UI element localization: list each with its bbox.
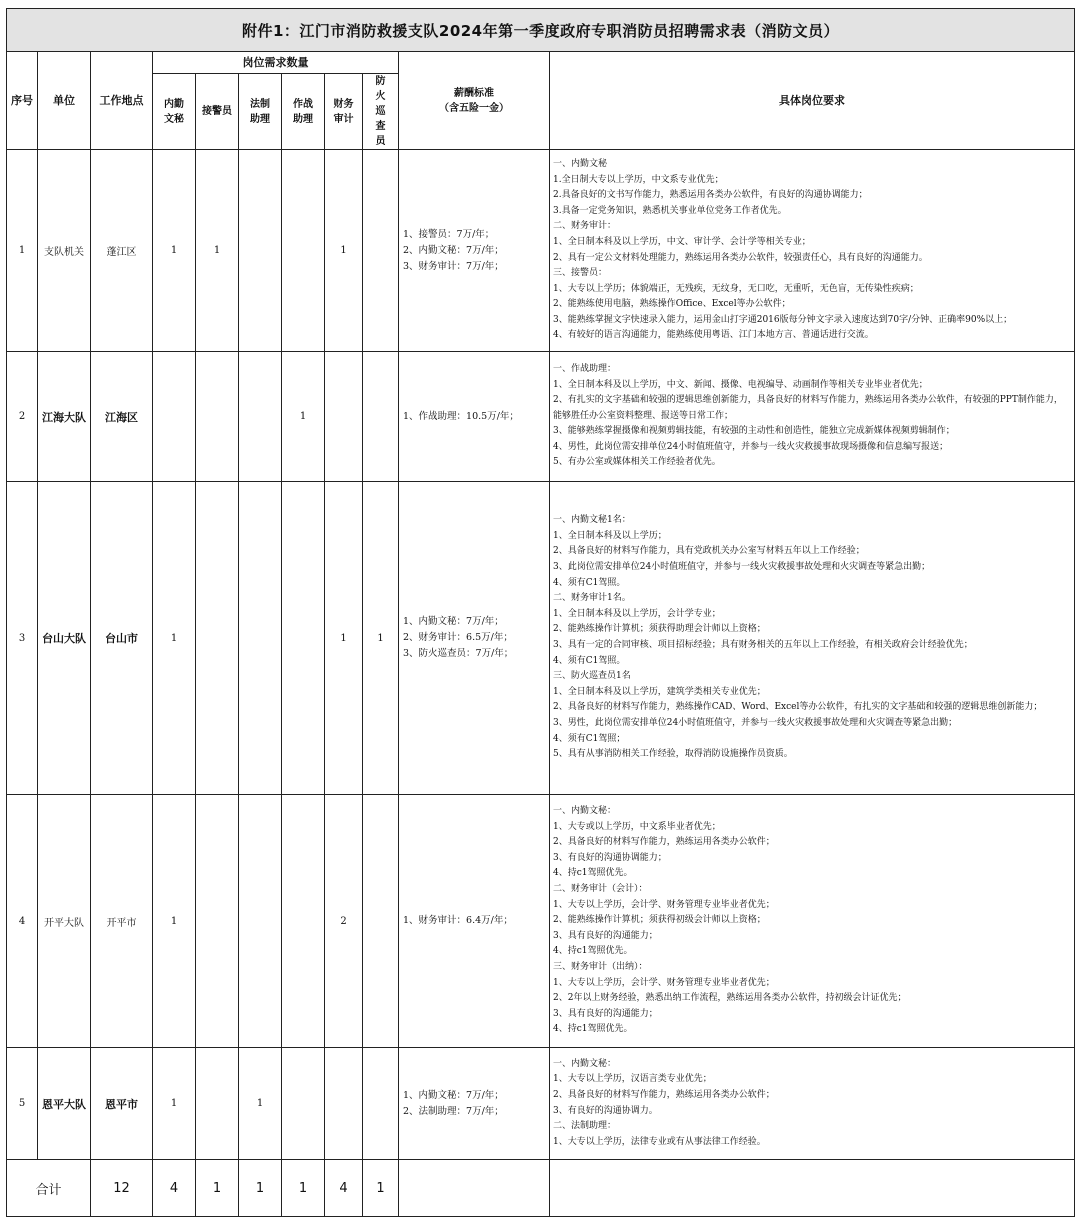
row-requirements: [550, 482, 1075, 795]
text-line: 3、防火巡查员：7万/年；: [403, 648, 514, 659]
row-fazhi: [239, 150, 282, 352]
text-line: 二、财务审计1名。: [553, 593, 631, 604]
header-pos-jiejing: 接警员: [196, 74, 239, 150]
text-line: 2、具备良好的材料写作能力，熟练运用各类办公软件；: [553, 1089, 775, 1100]
row-neiqin: 1: [153, 150, 196, 352]
row-neiqin: [153, 352, 196, 482]
row-seq: 3: [7, 482, 38, 795]
text-line: 3、男性，此岗位需安排单位24小时值班值守，并参与一线火灾救援事故处理和火灾调查等紧急出勤；: [553, 717, 958, 728]
row-jiejing: [196, 352, 239, 482]
row-seq: 2: [7, 352, 38, 482]
row-seq: 4: [7, 795, 38, 1048]
text-line: 3、财务审计：7万/年；: [403, 260, 504, 272]
text-line: 2、能熟练使用电脑，熟练操作Office、Excel等办公软件；: [553, 299, 791, 310]
text-line: 3、具有良好的沟通能力；: [553, 1008, 658, 1019]
header-salary-line2: （含五险一金）: [439, 102, 509, 114]
header-salary: [399, 52, 550, 150]
total-count: 12: [91, 1160, 153, 1217]
text-line: 1、全日制本科及以上学历，中文、新闻、摄像、电视编导、动画制作等相关专业毕业者优先；: [553, 379, 928, 390]
table-row: [7, 352, 1075, 482]
row-neiqin: 1: [153, 1048, 196, 1160]
text-line: 2、2年以上财务经验，熟悉出纳工作流程，熟练运用各类办公软件，持初级会计证优先；: [553, 993, 907, 1004]
text-line: 三、接警员：: [553, 268, 608, 279]
header-location: 工作地点: [91, 52, 153, 150]
row-jiejing: 1: [196, 150, 239, 352]
row-fazhi: [239, 482, 282, 795]
row-salary: [399, 1048, 550, 1160]
total-zuozhan: 1: [282, 1160, 325, 1217]
header-demand-group: 岗位需求数量: [153, 52, 399, 74]
text-line: 一、内勤文秘：: [553, 806, 617, 817]
table-row: [7, 150, 1075, 352]
text-line: 一、内勤文秘：: [553, 1058, 617, 1069]
text-line: 1、内勤文秘：7万/年；: [403, 1089, 504, 1101]
row-fanghuo: [363, 352, 399, 482]
row-unit: 江海大队: [38, 352, 91, 482]
recruitment-table: [6, 8, 1075, 1217]
text-line: 3、能熟练掌握文字快速录入能力，运用金山打字通2016版每分钟文字录入速度达到70字/分钟、正确率90%以上；: [553, 314, 1013, 325]
text-line: 1.全日制大专以上学历，中文系专业优先；: [553, 174, 724, 185]
text-line: 4、持c1驾照优先。: [553, 946, 633, 957]
row-location: 台山市: [91, 482, 153, 795]
row-requirements: [550, 352, 1075, 482]
row-unit: 开平大队: [38, 795, 91, 1048]
row-salary: [399, 795, 550, 1048]
row-caiwu: 1: [325, 482, 363, 795]
total-fazhi: 1: [239, 1160, 282, 1217]
row-zuozhan: [282, 482, 325, 795]
text-line: 二、法制助理：: [553, 1121, 617, 1132]
row-fanghuo: [363, 795, 399, 1048]
header-pos-zuozhan: 作战助理: [282, 74, 325, 150]
row-unit: 台山大队: [38, 482, 91, 795]
text-line: 1、大专以上学历，会计学、财务管理专业毕业者优先；: [553, 899, 775, 910]
row-unit: 恩平大队: [38, 1048, 91, 1160]
row-salary: [399, 482, 550, 795]
row-neiqin: 1: [153, 795, 196, 1048]
table-row: [7, 482, 1075, 795]
text-line: 5、具有从事消防相关工作经验，取得消防设施操作员资质。: [553, 749, 793, 760]
text-line: 4、持c1驾照优先。: [553, 868, 633, 879]
text-line: 5、有办公室或媒体相关工作经验者优先。: [553, 457, 721, 468]
text-line: 1、全日制本科及以上学历，会计学专业；: [553, 608, 721, 619]
text-line: 1、作战助理：10.5万/年；: [403, 410, 519, 422]
text-line: 三、防火巡查员1名: [553, 671, 631, 682]
text-line: 2、内勤文秘：7万/年；: [403, 244, 504, 256]
text-line: 2、能熟练操作计算机；须获得初级会计师以上资格；: [553, 915, 766, 926]
row-zuozhan: [282, 150, 325, 352]
row-fanghuo: [363, 1048, 399, 1160]
total-jiejing: 1: [196, 1160, 239, 1217]
text-line: 3、具有良好的沟通能力；: [553, 930, 658, 941]
total-salary-empty: [399, 1160, 550, 1217]
text-line: 2、具备良好的材料写作能力，熟练操作CAD、Word、Excel等办公软件，有扎实的文字基础和较强的逻辑思维创新能力；: [553, 702, 1043, 713]
total-requirements-empty: [550, 1160, 1075, 1217]
row-fazhi: [239, 795, 282, 1048]
total-label: 合计: [7, 1160, 91, 1217]
text-line: 1、全日制本科及以上学历；: [553, 530, 667, 541]
text-line: 3.具备一定党务知识，熟悉机关事业单位党务工作者优先。: [553, 205, 787, 216]
text-line: 1、财务审计：6.4万/年；: [403, 915, 513, 926]
row-jiejing: [196, 795, 239, 1048]
row-fanghuo: [363, 150, 399, 352]
text-line: 1、接警员：7万/年；: [403, 228, 495, 240]
header-pos-caiwu: 财务审计: [325, 74, 363, 150]
row-zuozhan: 1: [282, 352, 325, 482]
header-salary-line1: 薪酬标准: [454, 87, 494, 99]
row-neiqin: 1: [153, 482, 196, 795]
text-line: 1、大专以上学历，法律专业或有从事法律工作经验。: [553, 1136, 766, 1147]
text-line: 2、法制助理：7万/年；: [403, 1105, 504, 1117]
text-line: 一、内勤文秘1名：: [553, 515, 631, 526]
row-fazhi: 1: [239, 1048, 282, 1160]
text-line: 4、持c1驾照优先。: [553, 1024, 633, 1035]
row-zuozhan: [282, 795, 325, 1048]
row-seq: 5: [7, 1048, 38, 1160]
text-line: 2、财务审计：6.5万/年；: [403, 632, 513, 643]
total-neiqin: 4: [153, 1160, 196, 1217]
header-requirements: 具体岗位要求: [550, 52, 1075, 150]
text-line: 2、有扎实的文字基础和较强的逻辑思维创新能力，具备良好的材料写作能力，熟练运用各类办公软件，有较强的PPT制作能力，能够胜任办公室资料整理、报送等日常工作；: [553, 395, 1063, 421]
text-line: 2、具有一定公文材料处理能力，熟练运用各类办公软件，较强责任心，具有良好的沟通能力。: [553, 252, 928, 263]
text-line: 1、大专以上学历；体貌端正，无残疾，无纹身，无口吃，无重听，无色盲，无传染性疾病；: [553, 283, 919, 294]
row-zuozhan: [282, 1048, 325, 1160]
text-line: 二、财务审计（会计）：: [553, 884, 648, 895]
text-line: 2、具备良好的材料写作能力，熟练运用各类办公软件；: [553, 837, 775, 848]
row-location: 蓬江区: [91, 150, 153, 352]
row-fazhi: [239, 352, 282, 482]
text-line: 3、能够熟练掌握摄像和视频剪辑技能，有较强的主动性和创造性，能独立完成新媒体视频剪辑制作；: [553, 426, 955, 437]
total-row: [7, 1160, 1075, 1217]
row-jiejing: [196, 482, 239, 795]
header-pos-fanghuo: 防火巡查员: [363, 74, 399, 150]
table-title: 附件1：江门市消防救援支队2024年第一季度政府专职消防员招聘需求表（消防文员）: [7, 9, 1075, 52]
text-line: 4、男性，此岗位需安排单位24小时值班值守，并参与一线火灾救援事故现场摄像和信息编写报送；: [553, 441, 949, 452]
text-line: 一、内勤文秘: [553, 158, 608, 169]
header-seq: 序号: [7, 52, 38, 150]
text-line: 1、全日制本科及以上学历，建筑学类相关专业优先；: [553, 686, 766, 697]
row-caiwu: [325, 1048, 363, 1160]
row-location: 开平市: [91, 795, 153, 1048]
text-line: 1、大专或以上学历，中文系毕业者优先；: [553, 821, 721, 832]
row-requirements: [550, 795, 1075, 1048]
text-line: 4、须有C1驾照。: [553, 577, 626, 588]
row-caiwu: 2: [325, 795, 363, 1048]
row-unit: 支队机关: [38, 150, 91, 352]
row-jiejing: [196, 1048, 239, 1160]
text-line: 一、作战助理：: [553, 363, 617, 374]
row-caiwu: 1: [325, 150, 363, 352]
text-line: 2、具备良好的材料写作能力，具有党政机关办公室写材料五年以上工作经验；: [553, 546, 865, 557]
text-line: 1、全日制本科及以上学历，中文、审计学、会计学等相关专业；: [553, 236, 811, 247]
table-row: [7, 795, 1075, 1048]
text-line: 4、须有C1驾照；: [553, 733, 626, 744]
header-pos-neiqin: 内勤文秘: [153, 74, 196, 150]
total-fanghuo: 1: [363, 1160, 399, 1217]
text-line: 3、有良好的沟通协调力。: [553, 1105, 658, 1116]
text-line: 二、财务审计：: [553, 221, 617, 232]
row-requirements: [550, 1048, 1075, 1160]
row-salary: [399, 150, 550, 352]
table-row: [7, 1048, 1075, 1160]
header-pos-fazhi: 法制助理: [239, 74, 282, 150]
row-location: 江海区: [91, 352, 153, 482]
text-line: 3、有良好的沟通协调能力；: [553, 852, 667, 863]
total-caiwu: 4: [325, 1160, 363, 1217]
header-unit: 单位: [38, 52, 91, 150]
text-line: 2.具备良好的文书写作能力，熟悉运用各类办公软件，有良好的沟通协调能力；: [553, 190, 868, 201]
row-requirements: [550, 150, 1075, 352]
text-line: 1、大专以上学历，汉语言类专业优先；: [553, 1074, 712, 1085]
row-caiwu: [325, 352, 363, 482]
text-line: 4、有较好的语言沟通能力，能熟练使用粤语、江门本地方言、普通话进行交流。: [553, 330, 874, 341]
text-line: 三、财务审计（出纳）：: [553, 961, 648, 972]
row-fanghuo: 1: [363, 482, 399, 795]
text-line: 4、须有C1驾照。: [553, 655, 626, 666]
row-seq: 1: [7, 150, 38, 352]
text-line: 1、大专以上学历，会计学、财务管理专业毕业者优先；: [553, 977, 775, 988]
text-line: 1、内勤文秘：7万/年；: [403, 616, 504, 627]
row-location: 恩平市: [91, 1048, 153, 1160]
text-line: 3、具有一定的合同审核、项目招标经验；具有财务相关的五年以上工作经验，有相关政府会计经验优先；: [553, 640, 973, 650]
text-line: 3、此岗位需安排单位24小时值班值守，并参与一线火灾救援事故处理和火灾调查等紧急出勤；: [553, 562, 931, 573]
row-salary: [399, 352, 550, 482]
text-line: 2、能熟练操作计算机；须获得助理会计师以上资格；: [553, 624, 766, 635]
